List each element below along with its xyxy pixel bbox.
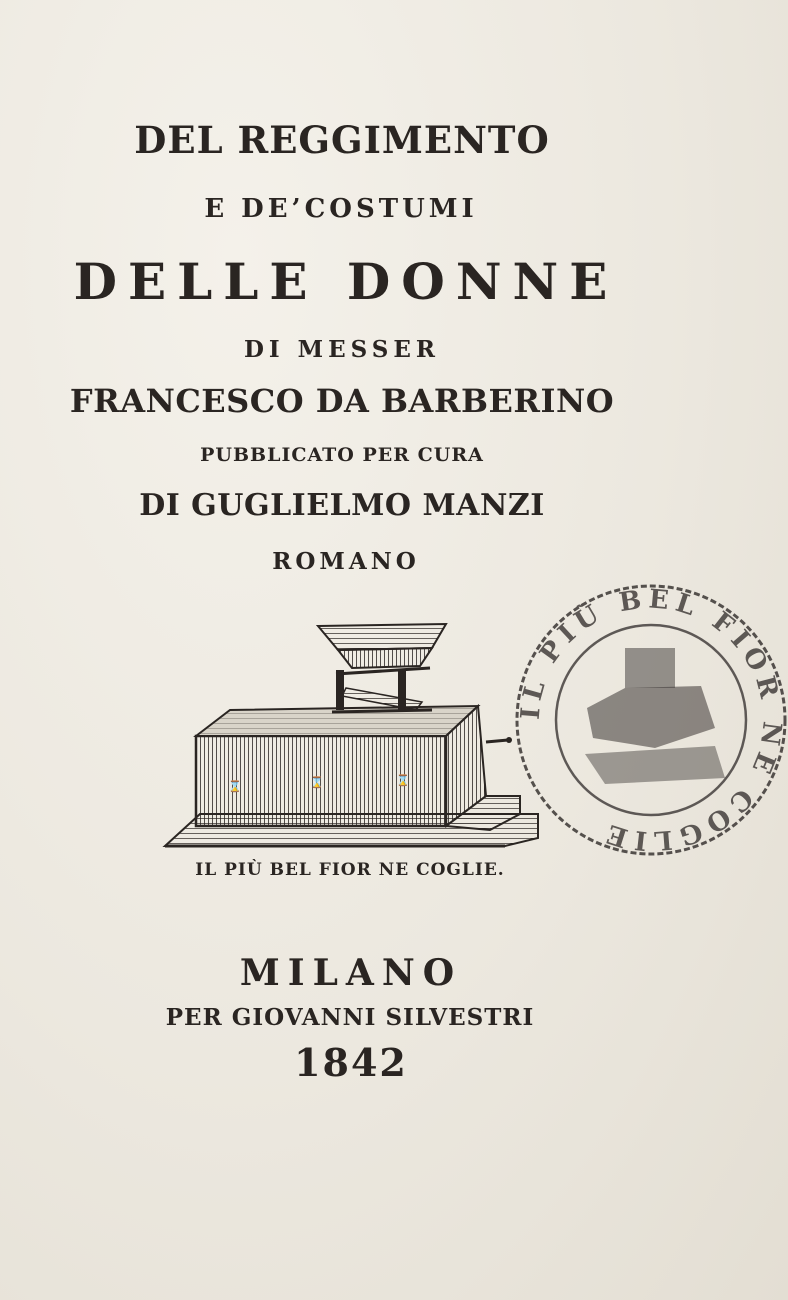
- main-title: DELLE DONNE: [73, 252, 619, 311]
- svg-text:⌛: ⌛: [228, 780, 242, 793]
- stamp-ring-text: IL PIÙ BEL FIOR NE COGLIE: [515, 584, 787, 856]
- editor-prefix: PUBBLICATO PER CURA: [200, 444, 484, 466]
- svg-text:⌛: ⌛: [396, 774, 410, 787]
- editor-name: DI GUGLIELMO MANZI: [139, 488, 545, 523]
- author-prefix: DI MESSER: [243, 336, 441, 363]
- title-line-1: DEL REGGIMENTO: [134, 118, 550, 162]
- imprint-city: MILANO: [239, 952, 463, 994]
- imprint-year: 1842: [294, 1040, 408, 1085]
- svg-text:⌛: ⌛: [310, 776, 324, 789]
- author-name: FRANCESCO DA BARBERINO: [69, 382, 615, 420]
- device-motto: IL PIÙ BEL FIOR NE COGLIE.: [195, 860, 505, 880]
- title-line-2: E DE’COSTUMI: [204, 194, 478, 224]
- library-stamp: [515, 578, 787, 863]
- editor-origin: ROMANO: [272, 548, 420, 575]
- printers-device-sifter: [160, 618, 545, 858]
- imprint-publisher: PER GIOVANNI SILVESTRI: [165, 1004, 535, 1031]
